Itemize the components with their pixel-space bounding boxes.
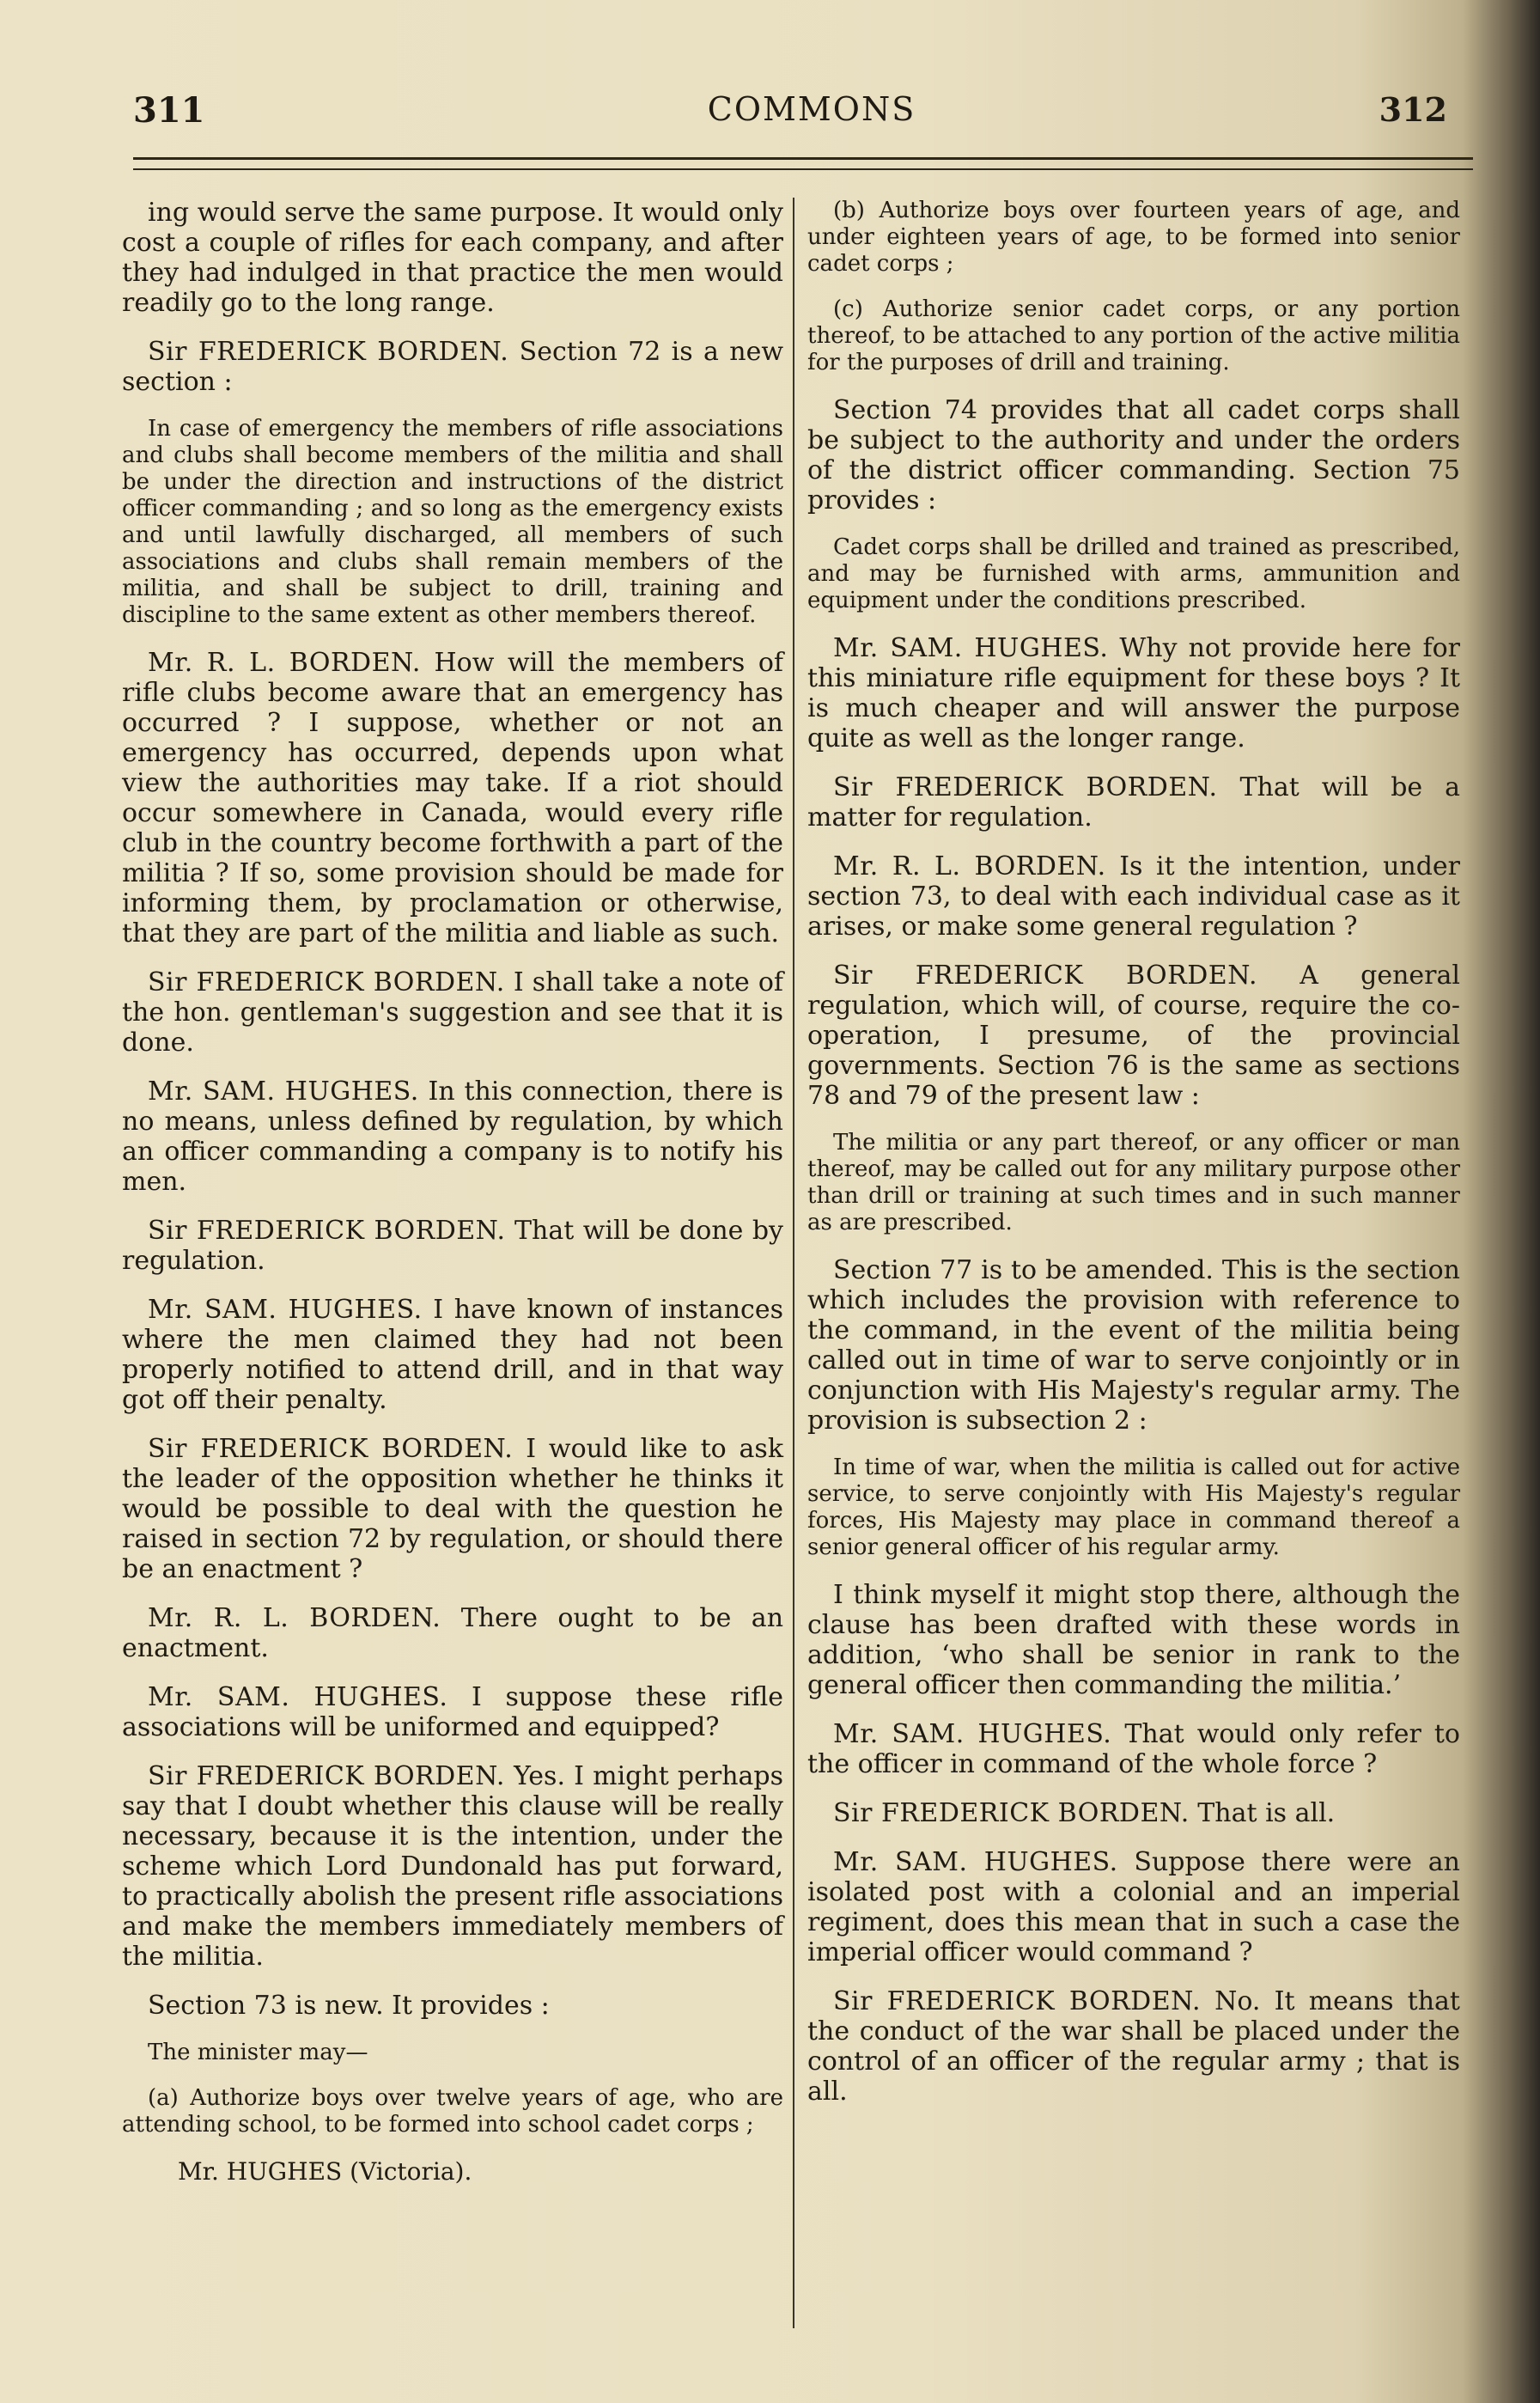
paragraph-text: (a) Authorize boys over twelve years of age, who are attending school, to be formed into school cadet corps ; bbox=[122, 2085, 783, 2138]
debate-paragraph bbox=[122, 198, 783, 318]
speaker-name: Mr. SAM. HUGHES. bbox=[148, 1295, 423, 1325]
paragraph-text: That is all. bbox=[1189, 1798, 1336, 1828]
speaker-name: Mr. SAM. HUGHES. bbox=[148, 1076, 419, 1107]
debate-paragraph bbox=[807, 1986, 1460, 2107]
paragraph-text: (c) Authorize senior cadet corps, or any portion thereof, to be attached to any portion of the active militia for the purposes of drill and training. bbox=[807, 296, 1460, 375]
paragraph-text: There ought to be an enactment. bbox=[122, 1603, 784, 1663]
debate-paragraph bbox=[122, 1216, 783, 1276]
speaker-name: Mr. R. L. BORDEN. bbox=[148, 1603, 441, 1633]
quoted-clause bbox=[807, 198, 1460, 278]
left-page-number: 311 bbox=[133, 90, 205, 131]
debate-paragraph bbox=[807, 1798, 1460, 1828]
paragraph-text: That would only refer to the officer in command of the whole force ? bbox=[807, 1719, 1460, 1779]
debate-paragraph bbox=[807, 395, 1460, 515]
speaker-name: Mr. SAM. HUGHES. bbox=[833, 1847, 1118, 1877]
paragraph-text: Yes. I might perhaps say that I doubt whether this clause will be really necessary, because it is the intention, under the scheme which Lord Dundonald has put forward, to practically abolish the present rifle associations and make the members immediately members of the militia. bbox=[122, 1761, 783, 1972]
paragraph-text: Cadet corps shall be drilled and trained as prescribed, and may be furnished with arms, ammunition and equipment under the conditions prescribed. bbox=[807, 534, 1460, 613]
debate-paragraph bbox=[807, 961, 1460, 1111]
quoted-clause bbox=[807, 534, 1460, 614]
left-column bbox=[122, 198, 783, 2186]
speaker-name: Sir FREDERICK BORDEN. bbox=[833, 1986, 1201, 2016]
paragraph-text: A general regulation, which will, of course, require the co-operation, I presume, of the provincial governments. Section 76 is the same as sections 78 and 79 of the present law : bbox=[807, 961, 1460, 1111]
column-divider bbox=[793, 198, 794, 2328]
debate-paragraph bbox=[122, 1761, 783, 1972]
debate-paragraph bbox=[122, 1603, 783, 1663]
paragraph-text: In time of war, when the militia is called out for active service, to serve conjointly with His Majesty's regular forces, His Majesty may place in command thereof a senior general officer of his regular army. bbox=[807, 1455, 1460, 1560]
debate-paragraph bbox=[807, 633, 1460, 753]
paragraph-text: That will be done by regulation. bbox=[122, 1216, 783, 1276]
header-rule bbox=[133, 157, 1473, 160]
quoted-clause bbox=[122, 416, 783, 629]
speaker-name: Sir FREDERICK BORDEN. bbox=[148, 337, 509, 367]
paragraph-text: No. It means that the conduct of the war shall be placed under the control of an officer of the regular army ; that is all. bbox=[807, 1986, 1460, 2107]
paragraph-text: Suppose there were an isolated post with a colonial and an imperial regiment, does this mean that in such a case the imperial officer would command ? bbox=[807, 1847, 1460, 1967]
paragraph-text: I shall take a note of the hon. gentleman's suggestion and see that it is done. bbox=[122, 967, 783, 1058]
right-column bbox=[807, 198, 1460, 2125]
paragraph-text: The minister may— bbox=[148, 2040, 368, 2065]
header-rule-thin bbox=[133, 168, 1473, 170]
speaker-name: Sir FREDERICK BORDEN. bbox=[148, 967, 505, 997]
paragraph-text: Section 72 is a new section : bbox=[122, 337, 783, 397]
paragraph-text: Is it the intention, under section 73, to deal with each individual case as it arises, or make some general regulation ? bbox=[807, 851, 1461, 942]
speaker-name: Sir FREDERICK BORDEN. bbox=[148, 1761, 505, 1791]
quoted-clause bbox=[122, 2040, 783, 2066]
paragraph-text: I suppose these rifle associations will be uniformed and equipped? bbox=[122, 1682, 783, 1742]
debate-paragraph bbox=[807, 851, 1460, 942]
speaker-name: Mr. SAM. HUGHES. bbox=[148, 1682, 448, 1712]
debate-paragraph bbox=[122, 1682, 783, 1742]
paragraph-text: I would like to ask the leader of the opposition whether he thinks it would be possible to deal with the question he raised in section 72 by regulation, or should there be an enactment ? bbox=[122, 1434, 784, 1584]
paragraph-text: (b) Authorize boys over fourteen years of age, and under eighteen years of age, to be formed into senior cadet corps ; bbox=[807, 198, 1460, 277]
paragraph-text: I have known of instances where the men claimed they had not been properly notified to attend drill, and in that way got off their penalty. bbox=[122, 1295, 783, 1415]
right-page-number: 312 bbox=[1379, 90, 1447, 129]
debate-paragraph bbox=[122, 648, 783, 948]
speaker-name: Sir FREDERICK BORDEN. bbox=[833, 961, 1258, 991]
debate-paragraph bbox=[122, 1295, 783, 1415]
debate-paragraph bbox=[807, 1847, 1460, 1967]
speaker-name: Sir FREDERICK BORDEN. bbox=[833, 1798, 1190, 1828]
paragraph-text: The militia or any part thereof, or any officer or man thereof, may be called out for any military purpose other than drill or training at such times and in such manner as are prescribed. bbox=[807, 1130, 1460, 1235]
paragraph-text: How will the members of rifle clubs become aware that an emergency has occurred ? I suppose, whether or not an emergency has occurred, depends upon what view the authorities may take. If a riot should occur somewhere in Canada, would every rifle club in the country become forthwith a part of the militia ? If so, some provision should be made for informing them, by proclamation or otherwise, that they are part of the militia and liable as such. bbox=[122, 648, 784, 948]
debate-paragraph bbox=[807, 1255, 1460, 1436]
paragraph-text: Section 73 is new. It provides : bbox=[148, 1991, 550, 2021]
running-head: COMMONS bbox=[707, 90, 916, 128]
debate-paragraph bbox=[122, 1991, 783, 2021]
quoted-clause bbox=[807, 296, 1460, 376]
debate-paragraph bbox=[122, 967, 783, 1058]
paragraph-text: Why not provide here for this miniature rifle equipment for these boys ? It is much cheaper and will answer the purpose quite as well as the longer range. bbox=[807, 633, 1460, 753]
footer-signature: Mr. HUGHES (Victoria). bbox=[178, 2157, 472, 2186]
paragraph-text: I think myself it might stop there, although the clause has been drafted with these words in addition, ‘who shall be senior in rank to the general officer then commanding the militia.’ bbox=[807, 1580, 1460, 1700]
paragraph-text: Section 77 is to be amended. This is the section which includes the provision with reference to the command, in the event of the militia being called out in time of war to serve conjointly or in conjunction with His Majesty's regular army. The provision is subsection 2 : bbox=[807, 1255, 1460, 1436]
speaker-name: Sir FREDERICK BORDEN. bbox=[148, 1216, 506, 1246]
paragraph-text: In case of emergency the members of rifle associations and clubs shall become members of the militia and shall be under the direction and instructions of the district officer commanding ; and so long as the emergency exists and until lawfully discharged, all members of such associations and clubs shall remain members of the militia, and shall be subject to drill, training and discipline to the same extent as other members thereof. bbox=[122, 416, 783, 628]
debate-paragraph bbox=[122, 1434, 783, 1584]
quoted-clause bbox=[122, 2085, 783, 2138]
debate-paragraph bbox=[122, 337, 783, 397]
speaker-name: Mr. R. L. BORDEN. bbox=[833, 851, 1106, 881]
paragraph-text: Section 74 provides that all cadet corps shall be subject to the authority and under the orders of the district officer commanding. Section 75 provides : bbox=[807, 395, 1460, 515]
debate-paragraph bbox=[807, 772, 1460, 833]
speaker-name: Mr. SAM. HUGHES. bbox=[833, 633, 1109, 663]
debate-paragraph bbox=[122, 1076, 783, 1197]
speaker-name: Sir FREDERICK BORDEN. bbox=[833, 772, 1218, 802]
quoted-clause bbox=[807, 1130, 1460, 1236]
paragraph-text: In this connection, there is no means, unless defined by regulation, by which an officer commanding a company is to notify his men. bbox=[122, 1076, 783, 1197]
speaker-name: Mr. SAM. HUGHES. bbox=[833, 1719, 1112, 1749]
paragraph-text: That will be a matter for regulation. bbox=[807, 772, 1460, 833]
speaker-name: Mr. R. L. BORDEN. bbox=[148, 648, 421, 678]
speaker-name: Sir FREDERICK BORDEN. bbox=[148, 1434, 514, 1464]
debate-paragraph bbox=[807, 1580, 1460, 1700]
page-header bbox=[129, 90, 1494, 142]
debate-paragraph bbox=[807, 1719, 1460, 1779]
quoted-clause bbox=[807, 1455, 1460, 1561]
paragraph-text: ing would serve the same purpose. It would only cost a couple of rifles for each company, and after they had indulged in that practice the men would readily go to the long range. bbox=[122, 198, 783, 318]
